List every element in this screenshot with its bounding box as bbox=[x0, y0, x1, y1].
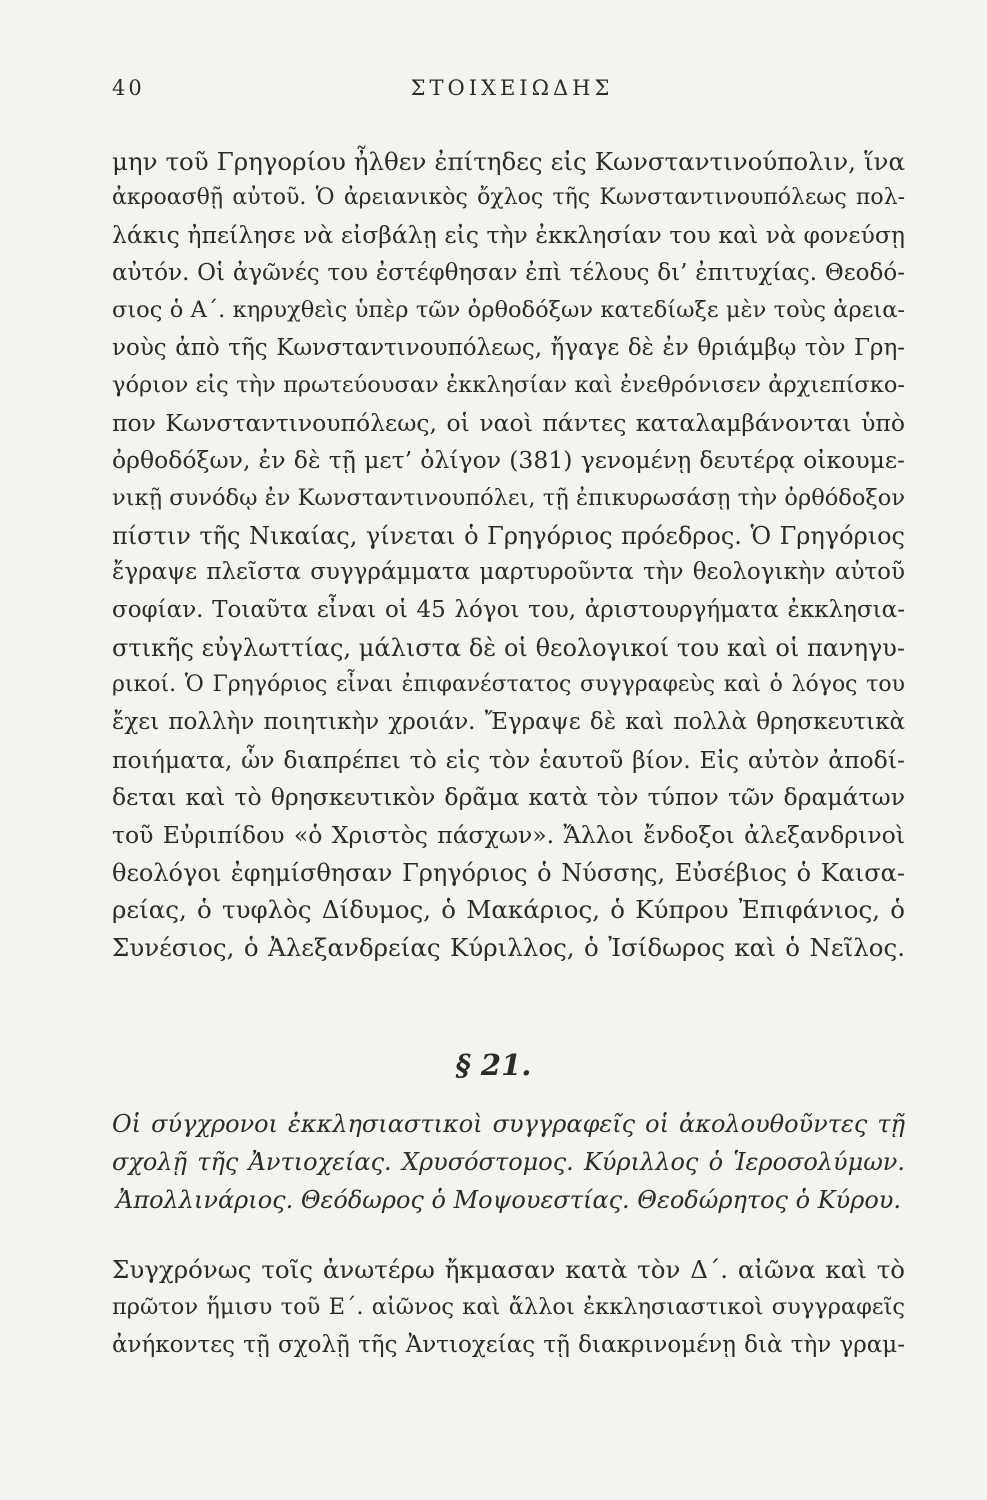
text-line: ὀρθοδόξων, ἐν δὲ τῇ μετ’ ὀλίγον (381) γενομένῃ δευτέρᾳ οἰκουμε- bbox=[112, 446, 905, 474]
text-line: ἀκροασθῇ αὐτοῦ. Ὁ ἀρειανικὸς ὄχλος τῆς Κωνσταντινουπόλεως πολ- bbox=[112, 185, 905, 210]
text-line: αὐτόν. Οἱ ἀγῶνές του ἐστέφθησαν ἐπὶ τέλους δι’ ἐπιτυχίας. Θεοδό- bbox=[112, 260, 905, 286]
text-line: λάκις ἠπείλησε νὰ εἰσβάλῃ εἰς τὴν ἐκκλησίαν του καὶ νὰ φονεύσῃ bbox=[112, 221, 905, 249]
text-line: μην τοῦ Γρηγορίου ἦλθεν ἐπίτηδες εἰς Κωνσταντινούπολιν, ἵνα bbox=[112, 147, 905, 176]
summary-line: Οἱ σύγχρονοι ἐκκλησιαστικοὶ συγγραφεῖς οἱ ἀκολουθοῦντες τῇ bbox=[112, 1110, 905, 1138]
text-line: δεται καὶ τὸ θρησκευτικὸν δρᾶμα κατὰ τὸν τύπον τῶν δραμάτων bbox=[112, 783, 905, 811]
summary-line: Ἀπολλινάριος. Θεόδωρος ὁ Μοψουεστίας. Θεοδώρητος ὁ Κύρου. bbox=[115, 1186, 901, 1214]
text-line: τοῦ Εὐριπίδου «ὁ Χριστὸς πάσχων». Ἄλλοι ἔνδοξοι ἀλεξανδρινοὶ bbox=[112, 821, 905, 849]
text-line: νικῇ συνόδῳ ἐν Κωνσταντινουπόλει, τῇ ἐπικυρωσάσῃ τὴν ὀρθόδοξον bbox=[112, 485, 905, 511]
text-line: στικῆς εὐγλωττίας, μάλιστα δὲ οἱ θεολογικοί του καὶ οἱ πανηγυ- bbox=[112, 634, 905, 662]
text-line: ἀνήκοντες τῇ σχολῇ τῆς Ἀντιοχείας τῇ διακρινομένῃ διὰ τὴν γραμ- bbox=[112, 1332, 905, 1358]
section-heading: § 21. bbox=[455, 1048, 532, 1082]
text-line: ρείας, ὁ τυφλὸς Δίδυμος, ὁ Μακάριος, ὁ Κύπρου Ἐπιφάνιος, ὁ bbox=[112, 895, 905, 924]
text-line: νοὺς ἀπὸ τῆς Κωνσταντινουπόλεως, ἤγαγε δὲ ἐν θριάμβῳ τὸν Γρη- bbox=[112, 335, 905, 361]
text-line: πον Κωνσταντινουπόλεως, οἱ ναοὶ πάντες καταλαμβάνονται ὑπὸ bbox=[112, 409, 905, 437]
text-line: σοφίαν. Τοιαῦτα εἶναι οἱ 45 λόγοι του, ἀριστουργήματα ἐκκλησια- bbox=[112, 597, 905, 623]
text-line: ρικοί. Ὁ Γρηγόριος εἶναι ἐπιφανέστατος συγγραφεὺς καὶ ὁ λόγος του bbox=[112, 672, 905, 697]
running-head bbox=[112, 76, 912, 116]
text-line: ἔχει πολλὴν ποιητικὴν χροιάν. Ἔγραψε δὲ καὶ πολλὰ θρησκευτικὰ bbox=[112, 709, 905, 735]
text-line: ἔγραψε πλεῖστα συγγράμματα μαρτυροῦντα τὴν θεολογικὴν αὐτοῦ bbox=[112, 559, 905, 585]
text-line: Συγχρόνως τοῖς ἀνωτέρω ἤκμασαν κατὰ τὸν Δ΄. αἰῶνα καὶ τὸ bbox=[112, 1255, 905, 1284]
text-line: γόριον εἰς τὴν πρωτεύουσαν ἐκκλησίαν καὶ ἐνεθρόνισεν ἀρχιεπίσκο- bbox=[112, 372, 905, 398]
text-line: σιος ὁ Α΄. κηρυχθεὶς ὑπὲρ τῶν ὀρθοδόξων κατεδίωξε μὲν τοὺς ἀρεια- bbox=[112, 297, 905, 323]
running-title: ΣΤΟΙΧΕΙΩΔΗΣ bbox=[410, 76, 614, 100]
text-line: πρῶτον ἥμισυ τοῦ Ε΄. αἰῶνος καὶ ἄλλοι ἐκκλησιαστικοὶ συγγραφεῖς bbox=[112, 1294, 905, 1320]
text-line: θεολόγοι ἐφημίσθησαν Γρηγόριος ὁ Νύσσης, Εὐσέβιος ὁ Καισα- bbox=[112, 859, 905, 887]
text-line: ποιήματα, ὧν διαπρέπει τὸ εἰς τὸν ἑαυτοῦ βίον. Εἰς αὐτὸν ἀποδί- bbox=[112, 746, 905, 774]
summary-line: σχολῇ τῆς Ἀντιοχείας. Χρυσόστομος. Κύριλλος ὁ Ἱεροσολύμων. bbox=[112, 1148, 905, 1176]
text-line: πίστιν τῆς Νικαίας, γίνεται ὁ Γρηγόριος πρόεδρος. Ὁ Γρηγόριος bbox=[112, 522, 905, 550]
page-number: 40 bbox=[112, 76, 145, 100]
text-line: Συνέσιος, ὁ Ἀλεξανδρείας Κύριλλος, ὁ Ἰσίδωρος καὶ ὁ Νεῖλος. bbox=[112, 933, 905, 962]
